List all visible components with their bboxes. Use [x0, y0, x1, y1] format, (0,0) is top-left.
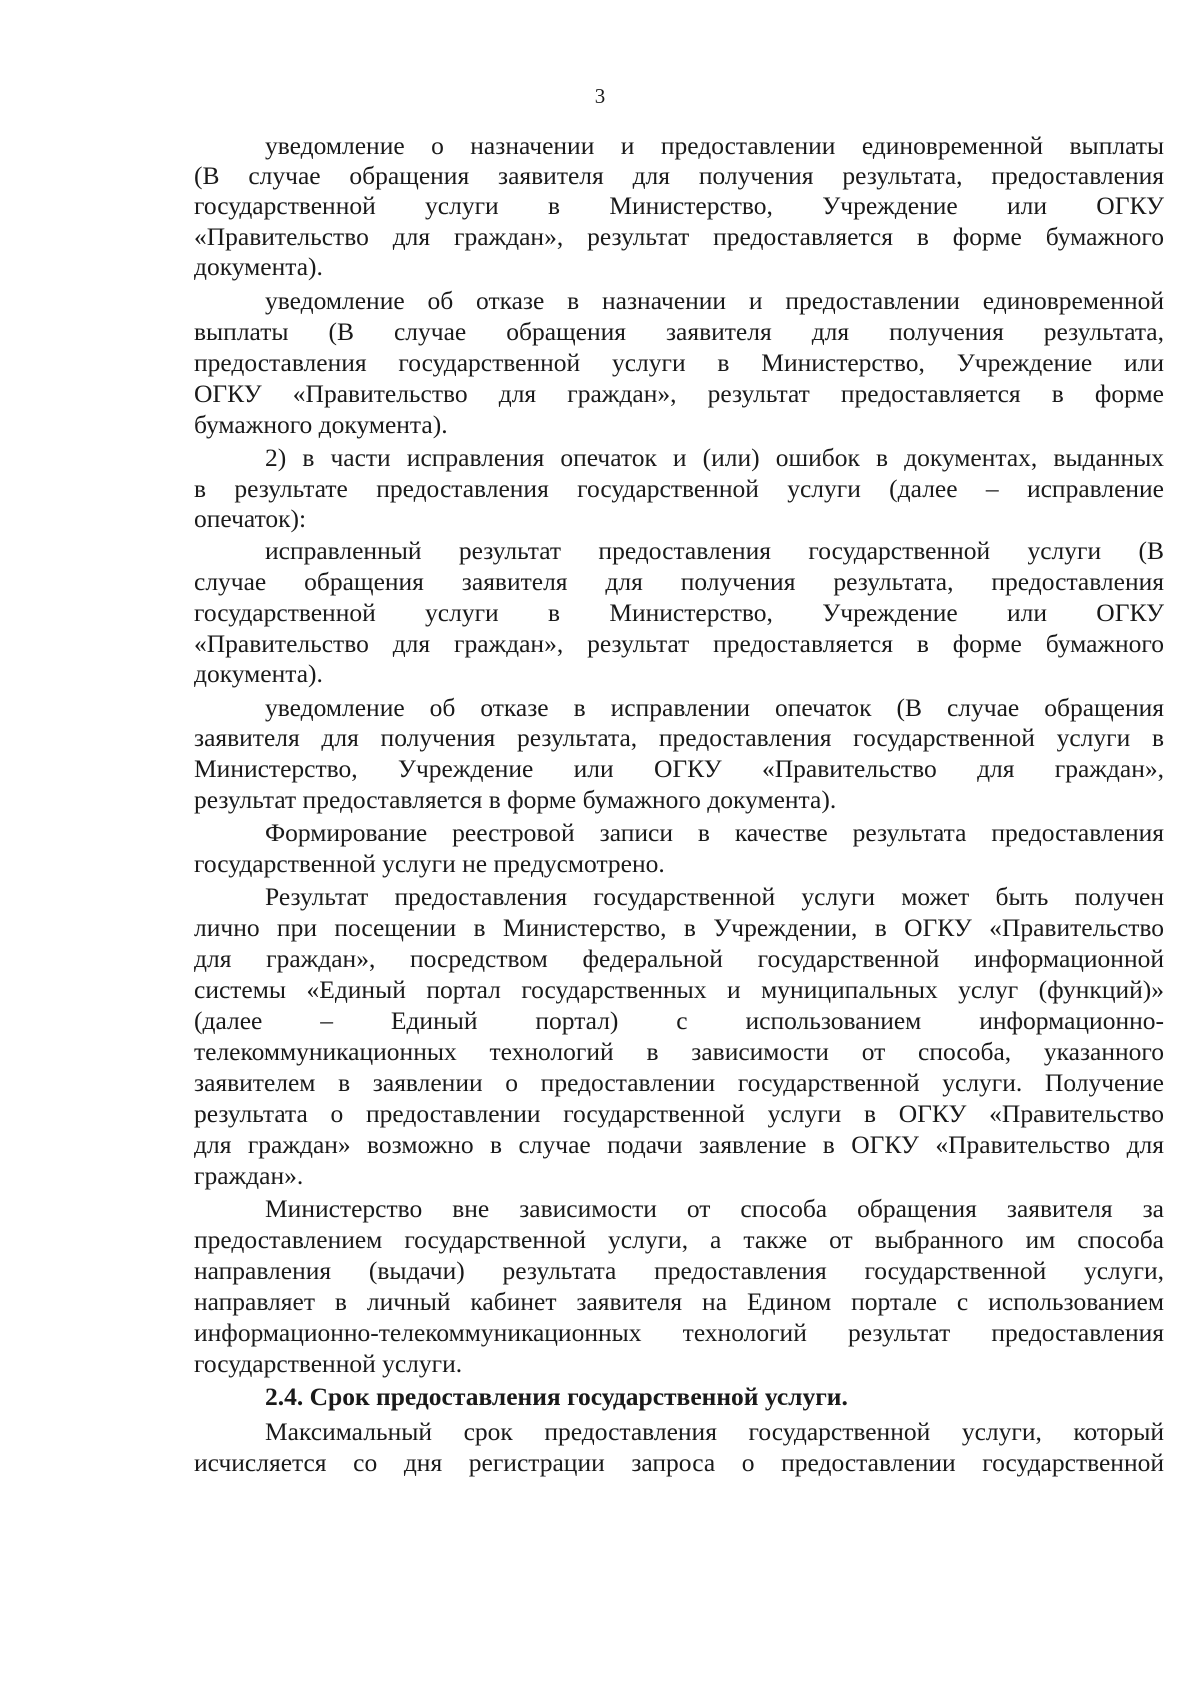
text-line: граждан».: [194, 1161, 304, 1190]
text-line: уведомление о назначении и предоставлении единовременной выплаты: [265, 131, 1164, 160]
text-line: Формирование реестровой записи в качестве результата предоставления: [265, 818, 1164, 847]
text-line: исчисляется со дня регистрации запроса о предоставлении государственной: [194, 1448, 1164, 1477]
text-line: государственной услуги в Министерство, Учреждение или ОГКУ: [194, 598, 1164, 627]
text-line: документа).: [194, 252, 323, 281]
text-line: документа).: [194, 659, 323, 688]
text-line: системы «Единый портал государственных и муниципальных услуг (функций)»: [194, 975, 1164, 1004]
text-line: (далее – Единый портал) с использованием информационно-: [194, 1006, 1164, 1035]
text-line: (В случае обращения заявителя для получения результата, предоставления: [194, 161, 1164, 190]
text-line: ОГКУ «Правительство для граждан», результат предоставляется в форме: [194, 379, 1164, 408]
page-number: 3: [594, 84, 606, 108]
text-line: Министерство вне зависимости от способа обращения заявителя за: [265, 1194, 1164, 1223]
text-line: Министерство, Учреждение или ОГКУ «Правительство для граждан»,: [194, 754, 1164, 783]
text-line: 2) в части исправления опечаток и (или) ошибок в документах, выданных: [265, 443, 1164, 472]
text-line: уведомление об отказе в исправлении опечаток (В случае обращения: [265, 693, 1164, 722]
text-line: в результате предоставления государственной услуги (далее – исправление: [194, 474, 1164, 503]
text-line: лично при посещении в Министерство, в Учреждении, в ОГКУ «Правительство: [194, 913, 1164, 942]
text-line: предоставлением государственной услуги, а также от выбранного им способа: [194, 1225, 1164, 1254]
text-line: Максимальный срок предоставления государственной услуги, который: [265, 1417, 1164, 1446]
text-line: опечаток):: [194, 504, 307, 533]
text-line: государственной услуги в Министерство, Учреждение или ОГКУ: [194, 191, 1164, 220]
text-line: исправленный результат предоставления государственной услуги (В: [265, 536, 1164, 565]
text-line: заявителя для получения результата, предоставления государственной услуги в: [194, 723, 1164, 752]
text-line: результат предоставляется в форме бумажного документа).: [194, 785, 837, 814]
text-line: бумажного документа).: [194, 410, 448, 439]
text-line: «Правительство для граждан», результат предоставляется в форме бумажного: [194, 629, 1164, 658]
text-line: для граждан», посредством федеральной государственной информационной: [194, 944, 1164, 973]
text-line: случае обращения заявителя для получения результата, предоставления: [194, 567, 1164, 596]
text-line: направляет в личный кабинет заявителя на Едином портале с использованием: [194, 1287, 1164, 1316]
text-line: государственной услуги.: [194, 1349, 463, 1378]
section-heading: 2.4. Срок предоставления государственной услуги.: [265, 1382, 848, 1411]
text-line: предоставления государственной услуги в Министерство, Учреждение или: [194, 348, 1164, 377]
text-line: заявителем в заявлении о предоставлении государственной услуги. Получение: [194, 1068, 1164, 1097]
text-line: телекоммуникационных технологий в зависимости от способа, указанного: [194, 1037, 1164, 1066]
text-line: информационно-телекоммуникационных технологий результат предоставления: [194, 1318, 1164, 1347]
text-line: результата о предоставлении государственной услуги в ОГКУ «Правительство: [194, 1099, 1164, 1128]
text-line: «Правительство для граждан», результат предоставляется в форме бумажного: [194, 222, 1164, 251]
text-line: направления (выдачи) результата предоставления государственной услуги,: [194, 1256, 1164, 1285]
text-line: Результат предоставления государственной услуги может быть получен: [265, 882, 1164, 911]
text-line: для граждан» возможно в случае подачи заявление в ОГКУ «Правительство для: [194, 1130, 1164, 1159]
text-line: государственной услуги не предусмотрено.: [194, 849, 665, 878]
text-line: уведомление об отказе в назначении и предоставлении единовременной: [265, 286, 1164, 315]
text-line: выплаты (В случае обращения заявителя для получения результата,: [194, 317, 1164, 346]
